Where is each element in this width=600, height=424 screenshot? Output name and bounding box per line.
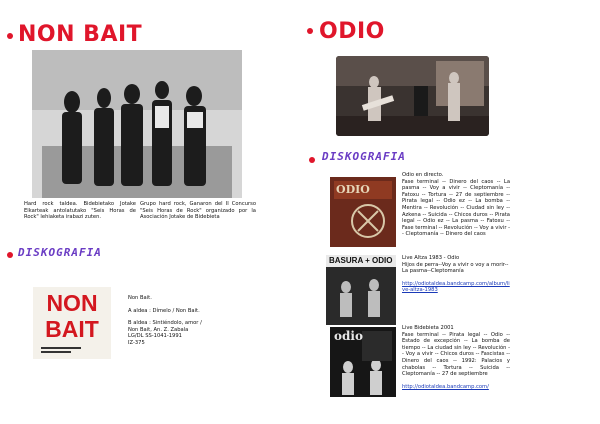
odio-photo-graphic (336, 56, 489, 136)
album-dl: LG/DL SS-1041-1991 (128, 333, 182, 340)
cover-3-title: odio (334, 329, 363, 343)
band-photo-non-bait (32, 50, 242, 198)
album-info-1 (402, 172, 510, 238)
album-3-tracks: Fase terminal -- Pirata legal -- Odio -- Estado de excepción -- La bomba de tiempo -- La ciudad sin ley -- Revolución -- Voy a vivir -- Chicos duros -- Fascistas -- Dinero del caos -- 1992: Palacios y chabolas -- Tortura -- Suicida -- Cleptomanía -- 27 de septiembre (402, 331, 510, 378)
disko-bullet-right (309, 157, 315, 163)
album-label: Non Bait, An. Z. Zabala (128, 326, 189, 333)
album-2-tracks: Hijos de perra--Voy a vivir o voy a morir--La pasma--Cleptomanía (402, 261, 509, 275)
disko-heading-right: DISKOGRAFIA (322, 150, 406, 163)
cover-small-print (41, 347, 81, 349)
band-title-odio: ODIO (319, 19, 385, 44)
album-3-title: Live Bidebieta 2001 (402, 325, 454, 331)
disko-bullet-left (7, 252, 13, 258)
album-side-b: B aldea : Sintiéndolo, amor / (128, 320, 202, 327)
album-cover-non-bait (33, 287, 111, 359)
title-bullet (7, 33, 13, 39)
band-photo-odio (336, 56, 489, 136)
album-1-title: Odio en directo. (402, 172, 444, 178)
album-3-link[interactable]: http://odiotaldea.bandcamp.com/ (402, 383, 489, 390)
caption-spanish: Grupo hard rock, Ganaron del II Concurso "Seis Horas de Rock" organizado por la Asociación Jotake de Bidebieta (140, 201, 256, 221)
album-cover-live-bidebieta (330, 327, 396, 397)
album-1-tracks: Fase terminal -- Dinero del caos -- La pasma -- Voy a vivir -- Cleptomanía -- Fatoxu -- Tortura -- 27 de septiembre -- Pirata legal -- Odio ez -- La bomba -- Mentira -- Revolución -- Ciudad sin ley -- Azkena -- Suicida -- Chicos duros -- Pirata legal -- Odio ez -- La pasma -- Fatoxu -- Fase terminal -- Revolución -- Voy a vivir -- Cleptomanía -- Dinero del caos (402, 178, 510, 238)
album-cover-odio-directo (330, 177, 396, 247)
band-title-non-bait: NON BAIT (18, 22, 143, 47)
album-cover-live-altza (326, 255, 396, 325)
album-info-3 (402, 325, 510, 390)
cover-word-2: BAIT (45, 316, 99, 342)
album-info-2 (402, 255, 510, 294)
cover-small-print-2 (41, 351, 71, 353)
title-bullet-odio (307, 28, 313, 34)
album-2-link[interactable]: http://odiotaldea.bandcamp.com/album/live-altza-1983 (402, 280, 510, 294)
cover-2-title: BASURA + ODIO (329, 256, 393, 265)
band-photo-graphic (32, 50, 242, 198)
album-side-a: A aldea : Dímelo / Non Bait. (128, 307, 200, 314)
cover-1-title: ODIO (336, 183, 370, 196)
album-info-non-bait (128, 295, 238, 347)
cover-art-2 (326, 255, 396, 325)
caption-basque: Hard rock taldea. Bidebietako Jotake Elkarteak antolatutako "Seis Horas de Rock" lehiaketa irabazi zuten. (24, 201, 136, 221)
album-2-title: Live Altza 1983 - Odio (402, 255, 460, 261)
album-title: Non Bait. (128, 295, 152, 301)
disko-heading-left: DISKOGRAFIA (18, 246, 102, 259)
cover-word-1: NON (46, 290, 98, 316)
album-cat: IZ-375 (128, 339, 145, 346)
